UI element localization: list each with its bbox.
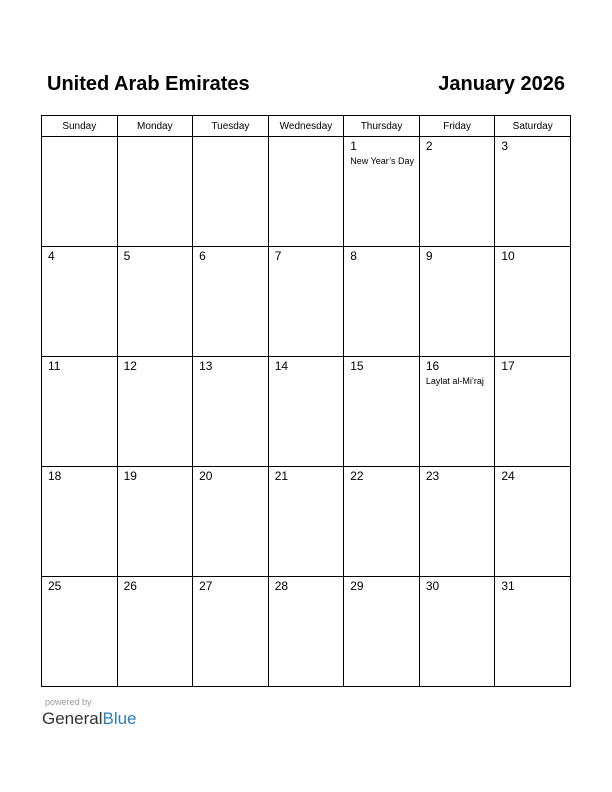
holiday-label: Laylat al-Mi’raj [425,376,484,386]
day-cell [117,137,193,247]
day-cell [344,247,420,357]
week-row [42,247,571,357]
weekday-header: Tuesday [193,116,269,137]
day-number: 29 [350,579,364,593]
day-cell [193,247,269,357]
day-cell [42,137,118,247]
day-cell [495,577,571,687]
calendar-grid [41,115,571,687]
day-cell [495,247,571,357]
day-number: 21 [274,469,289,483]
day-number [193,137,268,139]
day-number: 10 [501,249,515,263]
day-number: 14 [274,359,289,373]
day-cell [117,577,193,687]
brand-general-text: General [42,709,103,728]
day-cell [495,137,571,247]
day-cell [193,467,269,577]
day-number: 1 [350,139,357,153]
day-cell [495,357,571,467]
day-cell [42,577,118,687]
day-cell [193,577,269,687]
brand-blue-text: Blue [102,709,137,728]
day-number: 26 [123,579,137,593]
day-number [269,137,344,139]
day-cell [344,357,420,467]
day-number: 6 [199,249,206,263]
week-row [42,357,571,467]
weekday-header: Thursday [344,116,420,137]
day-number: 12 [123,359,137,373]
day-number: 13 [199,359,213,373]
day-cell [419,137,495,247]
month-year-title: January 2026 [438,73,565,95]
day-number: 28 [274,579,289,593]
day-number: 18 [48,469,62,483]
day-number: 2 [425,139,433,153]
week-row [42,467,571,577]
day-number: 11 [48,359,61,373]
day-cell [268,247,344,357]
week-row [42,137,571,247]
weekday-header: Sunday [42,116,118,137]
weekday-header: Friday [419,116,495,137]
powered-by-text: powered by [45,697,92,707]
weekday-header: Saturday [495,116,571,137]
day-number: 16 [425,359,440,373]
weekday-header: Wednesday [268,116,344,137]
weekday-header-row [42,116,571,137]
country-title: United Arab Emirates [47,73,250,95]
day-cell [193,357,269,467]
day-number: 5 [123,249,131,263]
footer [42,697,137,729]
day-number: 25 [48,579,62,593]
day-number: 3 [501,139,509,153]
day-number: 22 [350,469,364,483]
day-number: 4 [48,249,55,263]
day-number: 15 [350,359,364,373]
day-number: 27 [199,579,213,593]
day-number [118,137,193,139]
day-cell [419,247,495,357]
day-number: 24 [501,469,515,483]
day-cell [42,247,118,357]
day-cell [268,357,344,467]
day-cell [419,357,495,467]
day-cell [117,467,193,577]
day-cell [344,577,420,687]
day-cell [193,137,269,247]
day-cell [268,577,344,687]
week-row [42,577,571,687]
day-cell [117,247,193,357]
day-number: 30 [425,579,440,593]
day-cell [117,357,193,467]
day-cell [42,467,118,577]
day-number: 7 [274,249,282,263]
day-number [42,137,117,139]
day-cell [268,467,344,577]
day-cell [495,467,571,577]
day-cell [419,577,495,687]
day-cell [344,467,420,577]
day-cell [42,357,118,467]
day-number: 31 [501,579,515,593]
day-number: 17 [501,359,515,373]
weekday-header: Monday [117,116,193,137]
day-number: 23 [425,469,440,483]
day-cell [268,137,344,247]
day-cell [419,467,495,577]
day-number: 8 [350,249,357,263]
day-cell [344,137,420,247]
day-number: 20 [199,469,213,483]
day-number: 9 [425,249,433,263]
holiday-label: New Year’s Day [350,156,414,166]
generalblue-logo [42,708,137,729]
day-number: 19 [123,469,137,483]
